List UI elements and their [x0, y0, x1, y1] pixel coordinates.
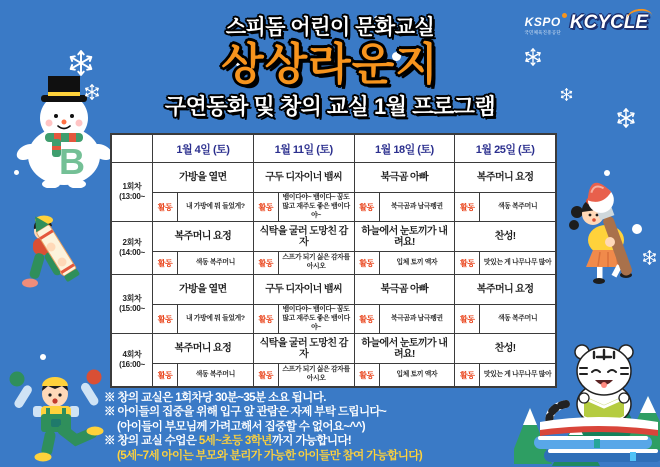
activity-desc: 내 가방에 뭐 들었게?: [186, 202, 245, 210]
snowflake-icon: [642, 250, 657, 265]
activity-desc: 내 가방에 뭐 들었게?: [186, 314, 245, 322]
program-cell: [152, 334, 253, 386]
table-corner-cell: [112, 135, 152, 162]
activity-badge: 활동: [455, 252, 480, 274]
program-cell: [152, 275, 253, 333]
activity-desc: 색동 복주머니: [195, 258, 235, 266]
round-time: (14:00~: [119, 248, 145, 258]
snow-dot: [40, 354, 46, 360]
note-line-3: (아이들이 부모님께 가려고해서 집중할 수 없어요~^^): [117, 420, 365, 433]
table-row-round3: [112, 274, 555, 333]
date-header-jan11: 1월 11일 (토): [253, 135, 354, 162]
footer-notes: [104, 391, 582, 463]
note-line-2: ※ 아이들의 집중을 위해 입구 앞 관람은 자제 부탁 드립니다~: [104, 406, 387, 419]
date-header-jan25: 1월 25일 (토): [454, 135, 555, 162]
jumping-boy-illustration: [5, 364, 107, 467]
activity-desc: 색동 복주머니: [498, 202, 538, 210]
round-number: 3회차: [122, 293, 142, 303]
table-row-round2: [112, 221, 555, 274]
program-title: 복주머니 요정: [455, 163, 555, 193]
round-number: 1회차: [122, 181, 142, 191]
round-number: 2회차: [122, 237, 142, 247]
activity-badge: 활동: [153, 252, 178, 274]
program-title: 가방을 열면: [153, 275, 253, 305]
activity-desc: 북극곰과 남극펭귄: [391, 202, 443, 210]
logo-group: [524, 12, 648, 36]
program-title: 하늘에서 눈토끼가 내려요!: [355, 222, 455, 252]
program-title: 구두 디자이너 뱀씨: [254, 163, 354, 193]
round-label: [112, 222, 152, 274]
program-title: 가방을 열면: [153, 163, 253, 193]
activity-badge: 활동: [254, 364, 279, 386]
program-title: 복주머니 요정: [153, 222, 253, 252]
round-time: (13:00~: [119, 192, 145, 202]
table-row-round1: [112, 162, 555, 221]
note-line-4: [104, 434, 582, 448]
note-line-5: (5세~7세 아이는 부모와 분리가 가능한 아이들만 참여 가능합니다): [117, 449, 423, 462]
round-time: (15:00~: [119, 304, 145, 314]
program-cell: [354, 334, 455, 386]
date-header-jan18: 1월 18일 (토): [354, 135, 455, 162]
activity-badge: 활동: [153, 193, 178, 221]
activity-desc: 입체 토끼 액자: [396, 370, 438, 378]
paintbrush-girl-illustration: [566, 182, 652, 289]
kspo-logo: [524, 12, 560, 36]
program-cell: [454, 222, 555, 274]
note-line-1: ※ 창의 교실은 1회차당 30분~35분 소요 됩니다.: [104, 392, 326, 404]
program-title: 북극곰 아빠: [355, 275, 455, 305]
activity-badge: 활동: [254, 305, 279, 333]
svg-text:B: B: [59, 141, 85, 182]
snow-dot: [604, 170, 610, 176]
table-header-row: [112, 135, 555, 162]
activity-desc: 색동 복주머니: [498, 314, 538, 322]
program-cell: [152, 222, 253, 274]
snow-dot: [632, 224, 642, 234]
program-cell: [253, 334, 354, 386]
program-title: 식탁을 굴러 도망친 감자: [254, 222, 354, 252]
program-title: 식탁을 굴러 도망친 감자: [254, 334, 354, 364]
program-cell: [253, 275, 354, 333]
program-title: 복주머니 요정: [153, 334, 253, 364]
round-label: [112, 275, 152, 333]
table-row-round4: [112, 333, 555, 386]
header-tagline: 구연동화 및 창의 교실 1월 프로그램: [164, 93, 496, 119]
activity-desc: 맛있는 게 나무나무 많아: [483, 370, 552, 378]
program-title: 찬성!: [455, 222, 555, 252]
program-cell: [454, 275, 555, 333]
activity-badge: 활동: [153, 305, 178, 333]
program-title: 북극곰 아빠: [355, 163, 455, 193]
program-cell: [253, 222, 354, 274]
page-title: 상상라운지: [221, 40, 439, 89]
kcycle-logo: KCYCLE: [569, 12, 648, 33]
activity-desc: 색동 복주머니: [195, 370, 235, 378]
date-header-jan4: 1월 4일 (토): [152, 135, 253, 162]
note-line-4-post: 까지 가능합니다!: [271, 435, 352, 448]
activity-badge: 활동: [355, 193, 380, 221]
activity-desc: 입체 토끼 액자: [396, 258, 438, 266]
program-table: [110, 133, 557, 388]
activity-badge: 활동: [355, 305, 380, 333]
program-cell: [354, 275, 455, 333]
activity-badge: 활동: [355, 252, 380, 274]
program-cell: [354, 163, 455, 221]
kspo-logo-subtext: 국민체육진흥공단: [524, 30, 561, 35]
program-cell: [454, 163, 555, 221]
round-label: [112, 163, 152, 221]
activity-desc: 맛있는 게 나무나무 많아: [483, 258, 552, 266]
note-line-4-pre: ※ 창의 교실 수업은: [104, 435, 199, 448]
program-title: 복주머니 요정: [455, 275, 555, 305]
program-cell: [454, 334, 555, 386]
activity-badge: 활동: [153, 364, 178, 386]
header-subtitle: 스피돔 어린이 문화교실: [225, 16, 435, 39]
activity-badge: 활동: [254, 193, 279, 221]
activity-badge: 활동: [254, 252, 279, 274]
program-title: 찬성!: [455, 334, 555, 364]
crayon-boy-illustration: [20, 204, 90, 301]
activity-badge: 활동: [455, 364, 480, 386]
activity-badge: 활동: [455, 193, 480, 221]
note-line-4-highlight: 5세~초등 3학년: [198, 435, 272, 448]
activity-badge: 활동: [455, 305, 480, 333]
activity-desc: 북극곰과 남극펭귄: [391, 314, 443, 322]
program-cell: [152, 163, 253, 221]
program-title: 구두 디자이너 뱀씨: [254, 275, 354, 305]
round-label: [112, 334, 152, 386]
activity-desc: 뱀이다야~ 뱀이다~ 꿈도 많고 재주도 좋은 뱀이다야~: [282, 306, 350, 331]
activity-desc: 뱀이다야~ 뱀이다~ 꿈도 많고 재주도 좋은 뱀이다야~: [282, 194, 350, 219]
program-title: 하늘에서 눈토끼가 내려요!: [355, 334, 455, 364]
round-time: (16:00~: [119, 360, 145, 370]
activity-desc: 스프가 되기 싫은 감자를 아시오: [282, 254, 350, 271]
program-cell: [354, 222, 455, 274]
activity-badge: 활동: [355, 364, 380, 386]
kspo-logo-text: KSPO: [524, 15, 561, 29]
activity-desc: 스프가 되기 싫은 감자를 아시오: [282, 366, 350, 383]
round-number: 4회차: [122, 349, 142, 359]
program-cell: [253, 163, 354, 221]
snow-dot: [14, 170, 19, 175]
